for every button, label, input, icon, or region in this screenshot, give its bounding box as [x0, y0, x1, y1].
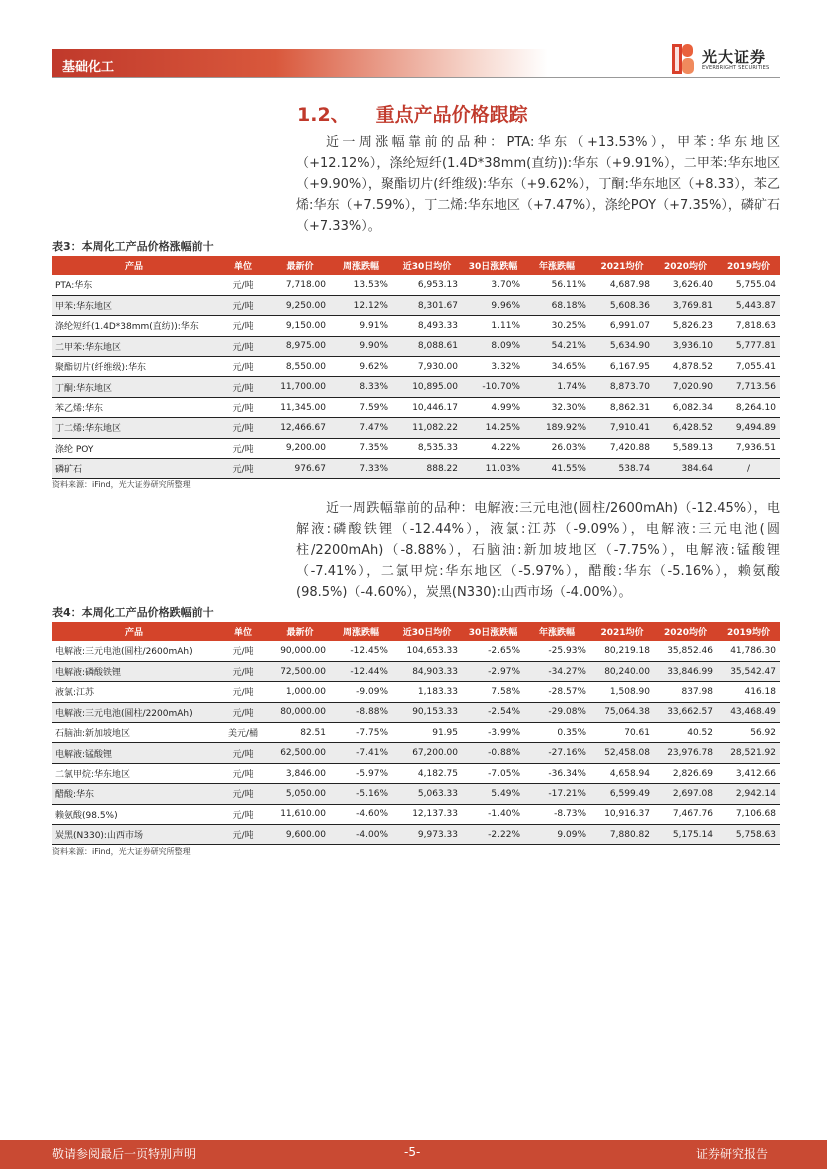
table-cell: 91.95 — [392, 723, 462, 743]
table-cell: -3.99% — [462, 723, 524, 743]
column-header: 30日涨跌幅 — [462, 622, 524, 641]
table-cell: 11,700.00 — [270, 377, 330, 397]
table-cell: 1.11% — [462, 316, 524, 336]
table-cell: 416.18 — [717, 682, 780, 702]
product-name-cell: 电解液:磷酸铁锂 — [52, 661, 216, 681]
table-cell: 元/吨 — [216, 275, 270, 295]
table-cell: 元/吨 — [216, 459, 270, 479]
table-cell: 元/吨 — [216, 336, 270, 356]
column-header: 最新价 — [270, 256, 330, 275]
table-cell: 3.32% — [462, 357, 524, 377]
table-cell: 5,826.23 — [654, 316, 717, 336]
gainers-table — [52, 256, 780, 479]
table-row — [52, 459, 780, 479]
table-cell: 元/吨 — [216, 397, 270, 417]
table3-source: 资料来源：iFind，光大证券研究所整理 — [52, 480, 191, 489]
table-cell: 5,755.04 — [717, 275, 780, 295]
product-name-cell: 电解液:三元电池(圆柱/2600mAh) — [52, 641, 216, 661]
table-cell: 6,082.34 — [654, 397, 717, 417]
table-cell: 8,301.67 — [392, 295, 462, 315]
table-cell: 元/吨 — [216, 682, 270, 702]
table-cell: 80,219.18 — [590, 641, 654, 661]
column-header: 30日涨跌幅 — [462, 256, 524, 275]
product-name-cell: 丁酮:华东地区 — [52, 377, 216, 397]
table-cell: 84,903.33 — [392, 661, 462, 681]
product-name-cell: 醋酸:华东 — [52, 784, 216, 804]
column-header: 2020均价 — [654, 256, 717, 275]
gainers-paragraph: 近一周涨幅靠前的品种：PTA:华东（+13.53%），甲苯:华东地区（+12.12%），涤纶短纤(1.4D*38mm(直纺)):华东（+9.91%），二甲苯:华东地区（+9.90%），聚酯切片(纤维级):华东（+9.62%），丁酮:华东地区（+8.33），苯乙烯:华东（+7.59%），丁二烯:华东地区（+7.47%），涤纶POY（+7.35%），磷矿石（+7.33%）。 — [296, 135, 780, 234]
table-cell: 元/吨 — [216, 702, 270, 722]
table-cell: -7.05% — [462, 763, 524, 783]
table-cell: 5,589.13 — [654, 438, 717, 458]
table4-caption: 表4：本周化工产品价格跌幅前十 — [52, 606, 214, 619]
table-header-row — [52, 256, 780, 275]
table-cell: 5,050.00 — [270, 784, 330, 804]
table-cell: 7.59% — [330, 397, 392, 417]
table-cell: 9,494.89 — [717, 418, 780, 438]
table-cell: 11,610.00 — [270, 804, 330, 824]
table-cell: 5,758.63 — [717, 825, 780, 845]
table-cell: 75,064.38 — [590, 702, 654, 722]
page-number: -5- — [404, 1145, 421, 1159]
table-cell: 7,055.41 — [717, 357, 780, 377]
table-cell: -0.88% — [462, 743, 524, 763]
table-cell: 7,880.82 — [590, 825, 654, 845]
table-row — [52, 702, 780, 722]
table-cell: 11,082.22 — [392, 418, 462, 438]
logo-text: 光大证券 — [702, 48, 767, 66]
table-cell: 2,697.08 — [654, 784, 717, 804]
table-cell: 70.61 — [590, 723, 654, 743]
table-cell: / — [717, 459, 780, 479]
table-cell: 8,088.61 — [392, 336, 462, 356]
table-cell: -36.34% — [524, 763, 590, 783]
column-header: 产品 — [52, 256, 216, 275]
table-cell: 5,608.36 — [590, 295, 654, 315]
table-cell: 6,428.52 — [654, 418, 717, 438]
table-cell: 10,446.17 — [392, 397, 462, 417]
table-cell: 4,658.94 — [590, 763, 654, 783]
table-cell: 8,493.33 — [392, 316, 462, 336]
table-cell: 72,500.00 — [270, 661, 330, 681]
table-cell: -34.27% — [524, 661, 590, 681]
table-cell: 12,137.33 — [392, 804, 462, 824]
table-cell: 40.52 — [654, 723, 717, 743]
table-cell: 8,535.33 — [392, 438, 462, 458]
table-cell: 56.11% — [524, 275, 590, 295]
product-name-cell: 电解液:三元电池(圆柱/2200mAh) — [52, 702, 216, 722]
table-cell: 9,250.00 — [270, 295, 330, 315]
table-cell: 4,182.75 — [392, 763, 462, 783]
header-divider — [52, 77, 780, 78]
table-cell: 35,542.47 — [717, 661, 780, 681]
table-cell: 7.47% — [330, 418, 392, 438]
table-cell: -12.45% — [330, 641, 392, 661]
table-cell: -17.21% — [524, 784, 590, 804]
table-cell: 1,183.33 — [392, 682, 462, 702]
table-header-row — [52, 622, 780, 641]
table-cell: 元/吨 — [216, 438, 270, 458]
losers-table — [52, 622, 780, 845]
column-header: 2020均价 — [654, 622, 717, 641]
table-cell: 元/吨 — [216, 743, 270, 763]
table-cell: -25.93% — [524, 641, 590, 661]
table-cell: 33,662.57 — [654, 702, 717, 722]
table-cell: 11.03% — [462, 459, 524, 479]
table-cell: 5,063.33 — [392, 784, 462, 804]
product-name-cell: 涤纶 POY — [52, 438, 216, 458]
table-cell: 6,167.95 — [590, 357, 654, 377]
table-cell: 元/吨 — [216, 295, 270, 315]
table-row — [52, 743, 780, 763]
table-row — [52, 641, 780, 661]
table-cell: 2,942.14 — [717, 784, 780, 804]
table-cell: 8,550.00 — [270, 357, 330, 377]
table-cell: 9.91% — [330, 316, 392, 336]
table-cell: 13.53% — [330, 275, 392, 295]
table-cell: 7,930.00 — [392, 357, 462, 377]
table-cell: 10,916.37 — [590, 804, 654, 824]
company-logo — [672, 44, 782, 76]
table-cell: 7,106.68 — [717, 804, 780, 824]
table-cell: 4,878.52 — [654, 357, 717, 377]
table-cell: 67,200.00 — [392, 743, 462, 763]
column-header: 周涨跌幅 — [330, 256, 392, 275]
table-cell: 元/吨 — [216, 784, 270, 804]
table-cell: 56.92 — [717, 723, 780, 743]
table-cell: 7,420.88 — [590, 438, 654, 458]
table-cell: 5,634.90 — [590, 336, 654, 356]
table-cell: 90,153.33 — [392, 702, 462, 722]
table-cell: 6,599.49 — [590, 784, 654, 804]
column-header: 最新价 — [270, 622, 330, 641]
product-name-cell: 电解液:锰酸锂 — [52, 743, 216, 763]
table-row — [52, 825, 780, 845]
table-cell: 3,769.81 — [654, 295, 717, 315]
product-name-cell: 聚酯切片(纤维级):华东 — [52, 357, 216, 377]
table-cell: 4,687.98 — [590, 275, 654, 295]
table-row — [52, 295, 780, 315]
table-cell: 7.35% — [330, 438, 392, 458]
table-cell: -5.16% — [330, 784, 392, 804]
table-cell: 4.99% — [462, 397, 524, 417]
column-header: 2019均价 — [717, 256, 780, 275]
table-cell: 9,600.00 — [270, 825, 330, 845]
losers-paragraph: 近一周跌幅靠前的品种：电解液:三元电池(圆柱/2600mAh)（-12.45%），电解液:磷酸铁锂（-12.44%），液氯:江苏（-9.09%），电解液:三元电池(圆柱/2200mAh)（-8.88%），石脑油:新加坡地区（-7.75%），电解液:锰酸锂（-7.41%），二氯甲烷:华东地区（-5.97%），醋酸:华东（-5.16%），赖氨酸(98.5%)（-4.60%），炭黑(N330):山西市场（-4.00%）。 — [296, 501, 780, 600]
table-cell: -29.08% — [524, 702, 590, 722]
table-cell: 34.65% — [524, 357, 590, 377]
table-cell: 8,862.31 — [590, 397, 654, 417]
table-cell: 3,936.10 — [654, 336, 717, 356]
table-cell: 9,200.00 — [270, 438, 330, 458]
logo-mark-icon — [672, 44, 694, 74]
footer-disclaimer: 敬请参阅最后一页特别声明 — [52, 1147, 197, 1161]
table-cell: 384.64 — [654, 459, 717, 479]
table-cell: -4.00% — [330, 825, 392, 845]
column-header: 年涨跌幅 — [524, 622, 590, 641]
table-cell: 9,973.33 — [392, 825, 462, 845]
table-row — [52, 723, 780, 743]
product-name-cell: 液氯:江苏 — [52, 682, 216, 702]
column-header: 年涨跌幅 — [524, 256, 590, 275]
table-cell: 62,500.00 — [270, 743, 330, 763]
product-name-cell: 石脑油:新加坡地区 — [52, 723, 216, 743]
column-header: 产品 — [52, 622, 216, 641]
table-cell: 12,466.67 — [270, 418, 330, 438]
product-name-cell: 二氯甲烷:华东地区 — [52, 763, 216, 783]
product-name-cell: 赖氨酸(98.5%) — [52, 804, 216, 824]
table-cell: 1.74% — [524, 377, 590, 397]
column-header: 单位 — [216, 622, 270, 641]
table-row — [52, 763, 780, 783]
table4-source: 资料来源：iFind，光大证券研究所整理 — [52, 847, 191, 856]
table-cell: 538.74 — [590, 459, 654, 479]
table-cell: 8.09% — [462, 336, 524, 356]
product-name-cell: 苯乙烯:华东 — [52, 397, 216, 417]
table-row — [52, 357, 780, 377]
table-cell: 3,626.40 — [654, 275, 717, 295]
column-header: 2021均价 — [590, 622, 654, 641]
section-label: 基础化工 — [62, 60, 115, 75]
table-cell: 54.21% — [524, 336, 590, 356]
product-name-cell: 涤纶短纤(1.4D*38mm(直纺)):华东 — [52, 316, 216, 336]
table-row — [52, 336, 780, 356]
table-cell: 12.12% — [330, 295, 392, 315]
column-header: 2019均价 — [717, 622, 780, 641]
column-header: 近30日均价 — [392, 256, 462, 275]
table-cell: 7,713.56 — [717, 377, 780, 397]
table-cell: 元/吨 — [216, 804, 270, 824]
product-name-cell: PTA:华东 — [52, 275, 216, 295]
table-cell: -7.41% — [330, 743, 392, 763]
table-cell: 元/吨 — [216, 641, 270, 661]
table-cell: 元/吨 — [216, 316, 270, 336]
table-cell: 90,000.00 — [270, 641, 330, 661]
table-cell: 元/吨 — [216, 661, 270, 681]
table-cell: 9.62% — [330, 357, 392, 377]
table-row — [52, 275, 780, 295]
table-cell: 9.09% — [524, 825, 590, 845]
table-cell: 30.25% — [524, 316, 590, 336]
column-header: 单位 — [216, 256, 270, 275]
table-cell: 7,718.00 — [270, 275, 330, 295]
footer-report-type: 证券研究报告 — [696, 1147, 769, 1161]
table-row — [52, 397, 780, 417]
table-cell: 9.96% — [462, 295, 524, 315]
table-cell: -7.75% — [330, 723, 392, 743]
table-cell: 2,826.69 — [654, 763, 717, 783]
table-cell: 元/吨 — [216, 377, 270, 397]
table-cell: 美元/桶 — [216, 723, 270, 743]
table-cell: -9.09% — [330, 682, 392, 702]
table-cell: 52,458.08 — [590, 743, 654, 763]
table-cell: 82.51 — [270, 723, 330, 743]
table-cell: 5,777.81 — [717, 336, 780, 356]
table-cell: 0.35% — [524, 723, 590, 743]
table-cell: 3,846.00 — [270, 763, 330, 783]
table-cell: 4.22% — [462, 438, 524, 458]
product-name-cell: 甲苯:华东地区 — [52, 295, 216, 315]
section-title — [297, 100, 528, 127]
table3-caption: 表3：本周化工产品价格涨幅前十 — [52, 240, 214, 253]
table-cell: 元/吨 — [216, 763, 270, 783]
column-header: 2021均价 — [590, 256, 654, 275]
table-cell: 104,653.33 — [392, 641, 462, 661]
table-cell: -8.73% — [524, 804, 590, 824]
table-cell: 41,786.30 — [717, 641, 780, 661]
column-header: 周涨跌幅 — [330, 622, 392, 641]
table-row — [52, 316, 780, 336]
table-row — [52, 438, 780, 458]
table-cell: -5.97% — [330, 763, 392, 783]
table-cell: -8.88% — [330, 702, 392, 722]
table-cell: 35,852.46 — [654, 641, 717, 661]
table-cell: 68.18% — [524, 295, 590, 315]
table-cell: 11,345.00 — [270, 397, 330, 417]
table-cell: 837.98 — [654, 682, 717, 702]
table-row — [52, 418, 780, 438]
table-cell: 8,873.70 — [590, 377, 654, 397]
product-name-cell: 丁二烯:华东地区 — [52, 418, 216, 438]
table-cell: 7,818.63 — [717, 316, 780, 336]
table-row — [52, 784, 780, 804]
table-cell: 9.90% — [330, 336, 392, 356]
product-name-cell: 二甲苯:华东地区 — [52, 336, 216, 356]
table-row — [52, 804, 780, 824]
table-row — [52, 661, 780, 681]
table-cell: 80,000.00 — [270, 702, 330, 722]
table-cell: 5,175.14 — [654, 825, 717, 845]
table-cell: 7,467.76 — [654, 804, 717, 824]
table-cell: 14.25% — [462, 418, 524, 438]
table-cell: 6,953.13 — [392, 275, 462, 295]
table-cell: 189.92% — [524, 418, 590, 438]
table-cell: 8,264.10 — [717, 397, 780, 417]
table-cell: 7,020.90 — [654, 377, 717, 397]
table-cell: -10.70% — [462, 377, 524, 397]
table-cell: -4.60% — [330, 804, 392, 824]
table-cell: -28.57% — [524, 682, 590, 702]
section-title-text: 重点产品价格跟踪 — [375, 104, 528, 126]
table-cell: 7.58% — [462, 682, 524, 702]
table-cell: -2.54% — [462, 702, 524, 722]
table-cell: -2.65% — [462, 641, 524, 661]
table-cell: 8,975.00 — [270, 336, 330, 356]
table-cell: -27.16% — [524, 743, 590, 763]
table-cell: 3,412.66 — [717, 763, 780, 783]
table-cell: 43,468.49 — [717, 702, 780, 722]
table-cell: -2.97% — [462, 661, 524, 681]
header-band — [52, 49, 548, 77]
table-cell: 8.33% — [330, 377, 392, 397]
table-cell: 1,000.00 — [270, 682, 330, 702]
table-cell: 41.55% — [524, 459, 590, 479]
table-cell: 7,910.41 — [590, 418, 654, 438]
table-cell: 元/吨 — [216, 357, 270, 377]
table-cell: 26.03% — [524, 438, 590, 458]
table-cell: 33,846.99 — [654, 661, 717, 681]
table-cell: 9,150.00 — [270, 316, 330, 336]
table-cell: 5,443.87 — [717, 295, 780, 315]
table-cell: 元/吨 — [216, 418, 270, 438]
table-cell: 3.70% — [462, 275, 524, 295]
table-cell: -12.44% — [330, 661, 392, 681]
table-cell: 888.22 — [392, 459, 462, 479]
column-header: 近30日均价 — [392, 622, 462, 641]
table-cell: 5.49% — [462, 784, 524, 804]
product-name-cell: 炭黑(N330):山西市场 — [52, 825, 216, 845]
logo-subtext: EVERBRIGHT SECURITIES — [702, 65, 770, 71]
table-cell: 7,936.51 — [717, 438, 780, 458]
table-cell: 6,991.07 — [590, 316, 654, 336]
table-cell: 80,240.00 — [590, 661, 654, 681]
table-cell: -2.22% — [462, 825, 524, 845]
table-cell: 元/吨 — [216, 825, 270, 845]
table-cell: 7.33% — [330, 459, 392, 479]
product-name-cell: 磷矿石 — [52, 459, 216, 479]
table-cell: 10,895.00 — [392, 377, 462, 397]
table-row — [52, 682, 780, 702]
section-number: 1.2、 — [297, 104, 350, 126]
table-cell: 1,508.90 — [590, 682, 654, 702]
table-cell: 23,976.78 — [654, 743, 717, 763]
table-cell: -1.40% — [462, 804, 524, 824]
table-cell: 976.67 — [270, 459, 330, 479]
table-cell: 32.30% — [524, 397, 590, 417]
table-cell: 28,521.92 — [717, 743, 780, 763]
table-row — [52, 377, 780, 397]
